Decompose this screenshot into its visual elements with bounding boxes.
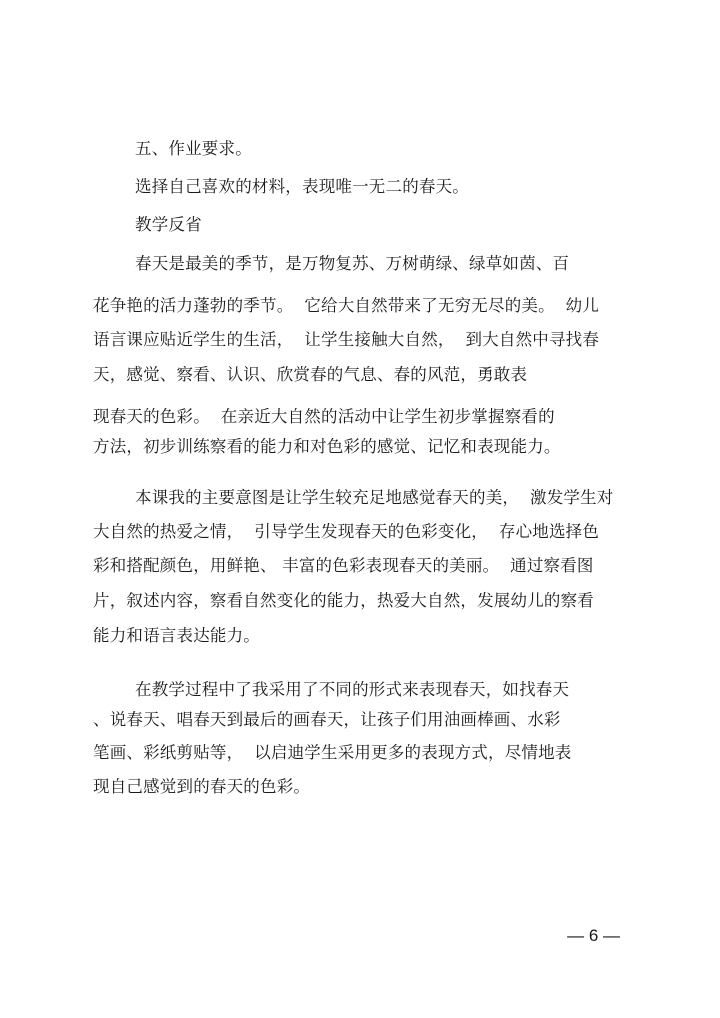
text-line: 天，感觉、察看、认识、欣赏春的气息、春的风范，勇敢表 <box>93 365 528 384</box>
text-line: 本课我的主要意图是让学生较充足地感觉春天的美， 激发学生对 <box>135 488 614 507</box>
text-line: 语言课应贴近学生的生活， 让学生接触大自然， 到大自然中寻找春 <box>93 330 600 349</box>
text-line: 花争艳的活力蓬勃的季节。 它给大自然带来了无穷无尽的美。 幼儿 <box>93 296 600 315</box>
text-line: 大自然的热爱之情， 引导学生发现春天的色彩变化， 存心地选择色 <box>93 522 600 541</box>
text-line: 现自己感觉到的春天的色彩。 <box>93 777 311 796</box>
text-line: 在教学过程中了我采用了不同的形式来表现春天，如找春天 <box>135 680 570 699</box>
text-line: 笔画、彩纸剪贴等， 以启迪学生采用更多的表现方式，尽情地表 <box>93 743 572 762</box>
text-line: 能力和语言表达能力。 <box>93 626 260 645</box>
page-number: — 6 — <box>567 926 620 945</box>
text-line: 春天是最美的季节，是万物复苏、万树萌绿、绿草如茵、百 <box>135 254 570 273</box>
text-line: 现春天的色彩。 在亲近大自然的活动中让学生初步掌握察看的 <box>93 407 555 426</box>
subsection-heading: 教学反省 <box>135 215 202 234</box>
text-line: 选择自己喜欢的材料，表现唯一无二的春天。 <box>135 177 469 196</box>
text-line: 方法，初步训练察看的能力和对色彩的感觉、记忆和表现能力。 <box>93 437 561 456</box>
section-heading: 五、作业要求。 <box>135 139 252 158</box>
text-line: 彩和搭配颜色，用鲜艳、 丰富的色彩表现春天的美丽。 通过察看图 <box>93 556 594 575</box>
text-line: 片，叙述内容，察看自然变化的能力，热爱大自然，发展幼儿的察看 <box>93 591 594 610</box>
text-line: 、说春天、唱春天到最后的画春天，让孩子们用油画棒画、水彩 <box>93 710 561 729</box>
